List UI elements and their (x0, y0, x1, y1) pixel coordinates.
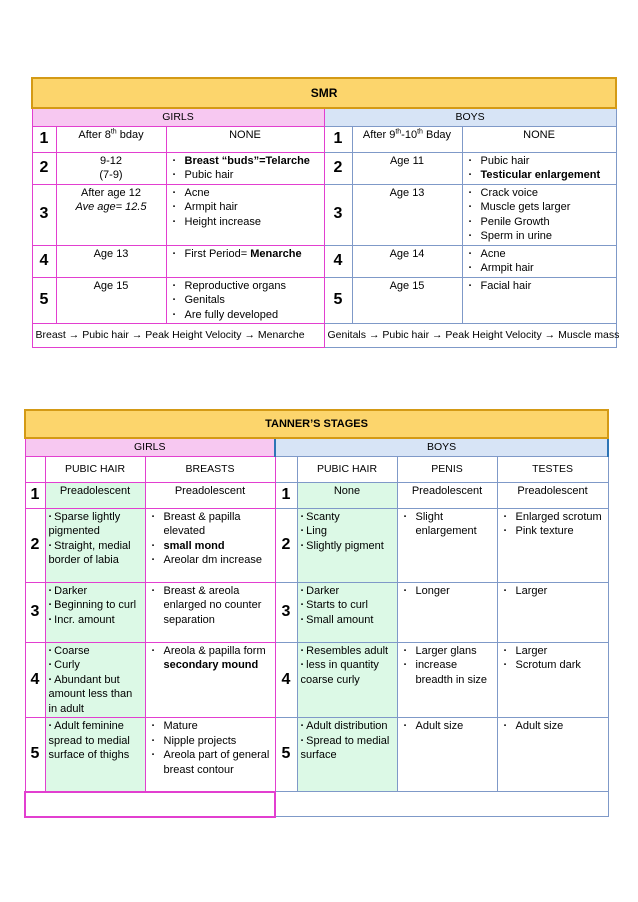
girls-breasts: · Mature · Nipple projects · Areola part of general breast contour (145, 718, 275, 792)
tanner-row-4 (25, 642, 608, 718)
boys-age: Age 15 (352, 277, 462, 324)
col-boys-pubic-hair: PUBIC HAIR (297, 456, 397, 482)
boys-signs: · Acne · Armpit hair (462, 245, 616, 277)
smr-row-3 (32, 184, 616, 245)
tanner-girls-header: GIRLS (25, 438, 275, 456)
boys-pubic-hair: · Adult distribution · Spread to medial surface (297, 718, 397, 792)
smr-girls-header: GIRLS (32, 108, 324, 126)
girls-breasts: Preadolescent (145, 482, 275, 508)
girls-sequence: Breast → Pubic hair → Peak Height Velocity → Menarche (32, 324, 324, 348)
col-boys-testes: TESTES (497, 456, 608, 482)
stage-number: 3 (25, 582, 45, 642)
girls-breasts: · Breast & papilla elevated · small mond · Areolar dm increase (145, 508, 275, 582)
stage-number: 4 (324, 245, 352, 277)
tanner-row-5 (25, 718, 608, 792)
tanner-boys-empty-footer (275, 792, 608, 817)
boys-pubic-hair: None (297, 482, 397, 508)
boys-penis: Preadolescent (397, 482, 497, 508)
girls-signs: · First Period= Menarche (166, 245, 324, 277)
girls-pubic-hair: · Coarse · Curly · Abundant but amount less than in adult (45, 642, 145, 718)
girls-age: 9-12 (7-9) (56, 152, 166, 184)
stage-number: 4 (275, 642, 297, 718)
girls-age: After 8th bday (56, 126, 166, 152)
stage-number: 3 (324, 184, 352, 245)
col-girls-pubic-hair: PUBIC HAIR (45, 456, 145, 482)
boys-age: Age 13 (352, 184, 462, 245)
tanner-row-1 (25, 482, 608, 508)
boys-testes: · Enlarged scrotum · Pink texture (497, 508, 608, 582)
boys-penis: · Larger glans · increase breadth in size (397, 642, 497, 718)
boys-sequence: Genitals → Pubic hair → Peak Height Velocity → Muscle mass (324, 324, 616, 348)
stage-number: 5 (25, 718, 45, 792)
boys-penis: · Slight enlargement (397, 508, 497, 582)
smr-row-1 (32, 126, 616, 152)
boys-age: Age 11 (352, 152, 462, 184)
girls-sign: NONE (166, 126, 324, 152)
smr-row-2 (32, 152, 616, 184)
boys-age: After 9th-10th Bday (352, 126, 462, 152)
boys-testes: Preadolescent (497, 482, 608, 508)
stage-number: 4 (32, 245, 56, 277)
girls-pubic-hair: · Darker · Beginning to curl · Incr. amount (45, 582, 145, 642)
col-girls-breasts: BREASTS (145, 456, 275, 482)
girls-age: Age 15 (56, 277, 166, 324)
stage-number: 5 (32, 277, 56, 324)
smr-row-5 (32, 277, 616, 324)
col-boys-penis: PENIS (397, 456, 497, 482)
boys-pubic-hair: · Darker · Starts to curl · Small amount (297, 582, 397, 642)
boys-pubic-hair: · Resembles adult · less in quantity coarse curly (297, 642, 397, 718)
stage-number: 4 (25, 642, 45, 718)
stage-number: 2 (32, 152, 56, 184)
boys-pubic-hair: · Scanty · Ling · Slightly pigment (297, 508, 397, 582)
girls-signs: · Acne · Armpit hair · Height increase (166, 184, 324, 245)
stage-number: 5 (324, 277, 352, 324)
tanner-row-2 (25, 508, 608, 582)
stage-number: 1 (324, 126, 352, 152)
boys-signs: · Crack voice · Muscle gets larger · Penile Growth · Sperm in urine (462, 184, 616, 245)
stage-number: 2 (25, 508, 45, 582)
boys-testes: · Adult size (497, 718, 608, 792)
stage-number: 1 (32, 126, 56, 152)
tanner-title: TANNER’S STAGES (25, 410, 608, 438)
smr-title: SMR (32, 78, 616, 108)
boys-penis: · Longer (397, 582, 497, 642)
girls-breasts: · Areola & papilla form secondary mound (145, 642, 275, 718)
stage-number: 3 (32, 184, 56, 245)
girls-breasts: · Breast & areola enlarged no counter separation (145, 582, 275, 642)
tanner-row-3 (25, 582, 608, 642)
girls-age: After age 12 Ave age= 12.5 (56, 184, 166, 245)
boys-signs: · Facial hair (462, 277, 616, 324)
girls-signs: · Breast “buds”=Telarche · Pubic hair (166, 152, 324, 184)
smr-row-4 (32, 245, 616, 277)
stage-number: 3 (275, 582, 297, 642)
stage-number: 2 (275, 508, 297, 582)
smr-table (31, 77, 620, 348)
stage-number: 5 (275, 718, 297, 792)
tanner-table (24, 409, 609, 818)
smr-boys-header: BOYS (324, 108, 616, 126)
boys-signs: · Pubic hair · Testicular enlargement (462, 152, 616, 184)
girls-pubic-hair: · Adult feminine spread to medial surface of thighs (45, 718, 145, 792)
girls-pubic-hair: Preadolescent (45, 482, 145, 508)
boys-testes: · Larger (497, 582, 608, 642)
boys-age: Age 14 (352, 245, 462, 277)
tanner-boys-header: BOYS (275, 438, 608, 456)
girls-signs: · Reproductive organs · Genitals · Are fully developed (166, 277, 324, 324)
stage-number: 1 (25, 482, 45, 508)
stage-number: 2 (324, 152, 352, 184)
boys-testes: · Larger · Scrotum dark (497, 642, 608, 718)
stage-number: 1 (275, 482, 297, 508)
girls-age: Age 13 (56, 245, 166, 277)
tanner-girls-empty-footer (25, 792, 275, 817)
girls-pubic-hair: · Sparse lightly pigmented · Straight, medial border of labia (45, 508, 145, 582)
boys-penis: · Adult size (397, 718, 497, 792)
boys-sign: NONE (462, 126, 616, 152)
